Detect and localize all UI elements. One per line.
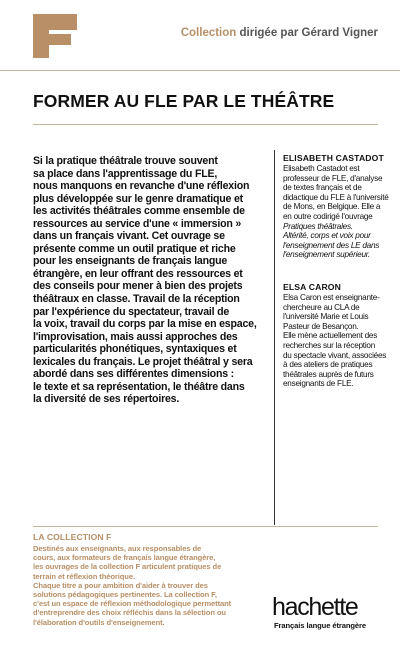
author-bio-line: enseignants de FLE. xyxy=(283,379,354,389)
book-title: FORMER AU FLE PAR LE THÉÂTRE xyxy=(33,91,335,111)
bottom-divider xyxy=(33,526,378,527)
author-bio-line: Pasteur de Besançon. xyxy=(283,321,359,331)
f-collection-logo-icon xyxy=(33,14,77,58)
summary-line: sa place dans l'apprentissage du FLE, xyxy=(33,167,218,180)
author-bio-line: en outre codirigé l'ouvrage xyxy=(283,211,373,221)
summary-line: pour les enseignants de français langue xyxy=(33,255,228,268)
summary-line: ressources au service d'une « immersion » xyxy=(33,217,242,230)
collection-line: d'entreprendre des choix réfléchis dans la sélection ou xyxy=(33,608,226,618)
summary-line: présente comme un outil pratique et riche xyxy=(33,242,236,255)
author-bio-line: recherches sur la réception xyxy=(283,340,376,350)
collection-heading: LA COLLECTION F xyxy=(33,532,112,542)
summary-line: la diversité de ses répertoires. xyxy=(33,393,180,406)
author-bio-line: de Mons, en Belgique. Elle a xyxy=(283,202,381,212)
author-bio-line: didactique du FLE à l'université xyxy=(283,192,389,202)
author-bio-line: l'enseignement des LE dans xyxy=(283,240,380,250)
summary-line: étrangère, en leur offrant des ressources et xyxy=(33,267,243,280)
author-bio-text xyxy=(283,164,395,260)
collection-line: les ouvrages de la collection F articulent pratiques de xyxy=(33,562,222,572)
author-bio-line: Elsa Caron est enseignante- xyxy=(283,293,380,302)
summary-line: plus développée sur le genre dramatique et xyxy=(33,192,244,205)
summary-line: l'improvisation, mais aussi approches des xyxy=(33,330,238,343)
author-bio-line: Elle mène actuellement des xyxy=(283,331,378,341)
summary-line: des conseils pour mener à bien des projets xyxy=(33,280,243,293)
publisher-name: hachette xyxy=(272,593,358,621)
summary-line: Si la pratique théâtrale trouve souvent xyxy=(33,155,218,167)
summary-line: abordé dans ses différentes dimensions : xyxy=(33,368,234,381)
author-bio-line: l'université Marie et Louis xyxy=(283,312,369,322)
collection-director-line xyxy=(181,27,378,39)
summary-line: la voix, travail du corps par la mise en espace, xyxy=(33,318,257,331)
author-bio-line: de textes français et de xyxy=(283,183,362,193)
collection-line: l'élaboration d'outils d'enseignement. xyxy=(33,617,165,627)
author-bio-line: chercheure au CLA de xyxy=(283,302,360,312)
summary-line: dans un français vivant. Cet ouvrage se xyxy=(33,230,225,243)
publisher-logo xyxy=(272,594,394,630)
collection-line: Destinés aux enseignants, aux responsables de xyxy=(33,544,202,553)
summary-line: théâtraux en classe. Travail de la réception xyxy=(33,293,240,306)
collection-text xyxy=(33,544,278,627)
collection-line: solutions pédagogiques pertinentes. La collection F, xyxy=(33,590,217,600)
book-summary xyxy=(33,155,266,406)
summary-line: lexicales du français. Le projet théâtral y sera xyxy=(33,355,253,368)
summary-line: les activités théâtrales comme ensemble de xyxy=(33,205,245,218)
author-bio-line: professeur de FLE, d'analyse xyxy=(283,173,383,183)
summary-line: particularités phonétiques, syntaxiques et xyxy=(33,343,237,356)
author-bio-line: Altérité, corps et voix pour xyxy=(283,231,371,241)
collection-line: Chaque titre a pour ambition d'aider à trouver des xyxy=(33,580,208,590)
column-divider xyxy=(274,150,275,525)
collection-line: terrain et réflexion théorique. xyxy=(33,571,135,581)
collection-line: c'est un espace de réflexion méthodologique permettant xyxy=(33,599,232,609)
author-bio-line: Elisabeth Castadot est xyxy=(283,164,360,173)
author-name: ELISABETH CASTADOT xyxy=(283,153,384,163)
top-divider xyxy=(0,70,400,71)
author-bio-text xyxy=(283,293,395,389)
collection-word: Collection xyxy=(180,27,237,39)
author-bio-line: l'enseignement supérieur. xyxy=(283,250,370,260)
collection-line: cours, aux formateurs de français langue étrangère, xyxy=(33,553,216,563)
collection-director: dirigée par Gérard Vigner xyxy=(239,27,378,39)
summary-line: par l'expérience du spectateur, travail de xyxy=(33,305,230,318)
author-bio-line: du spectacle vivant, associées xyxy=(283,350,387,360)
author-bio-castadot xyxy=(283,153,395,260)
collection-description xyxy=(33,532,278,627)
summary-line: le texte et sa représentation, le théâtre dans xyxy=(33,380,245,393)
author-bio-line: à des ateliers de pratiques xyxy=(283,360,373,370)
author-bio-caron xyxy=(283,282,395,389)
summary-line: nous manquons en revanche d'une réflexion xyxy=(33,180,250,193)
author-name: ELSA CARON xyxy=(283,282,341,292)
author-bio-line: Pratiques théâtrales. xyxy=(283,221,353,231)
title-divider xyxy=(33,124,378,125)
publisher-subtitle: Français langue étrangère xyxy=(274,621,367,630)
author-bio-line: théâtrales auprès de futurs xyxy=(283,369,374,379)
